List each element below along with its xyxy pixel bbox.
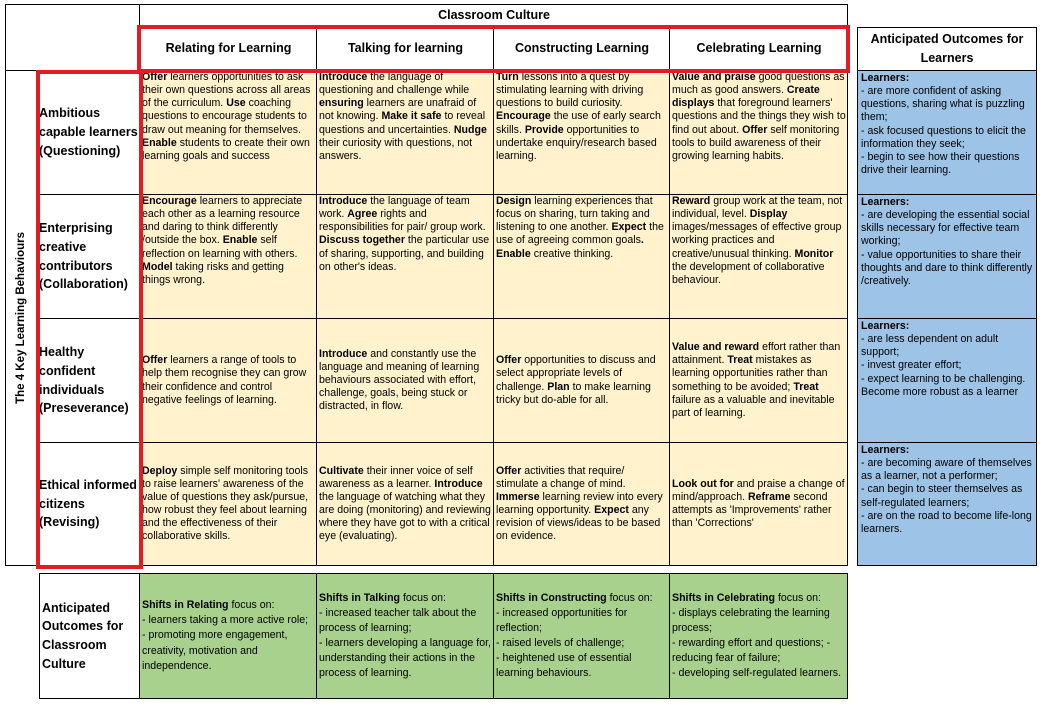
outcomes-learners-header: Anticipated Outcomes for Learners (857, 27, 1037, 71)
cell-text-segment: mistakes as learning opportunities rather than something to be avoided; (672, 354, 828, 393)
cell-celebrating-row4 (669, 442, 848, 566)
cell-text (319, 465, 492, 544)
action-verb: Reward (672, 195, 711, 207)
cell-text-segment: their inner voice of self awareness as a learner. (319, 464, 473, 490)
culture-outcome-talking (316, 573, 494, 699)
classroom-culture-header: Classroom Culture (139, 4, 848, 28)
culture-outcome-text (319, 591, 492, 681)
cell-text-segment: failure as a valuable and inevitable part of learning. (672, 393, 835, 419)
culture-outcome-line: reducing fear of failure; (672, 652, 781, 665)
culture-outcome-lead (496, 591, 668, 606)
learner-outcome-row1 (857, 70, 1037, 195)
cell-text-segment: opportunities to discuss and select appropriate levels of challenge. (496, 354, 656, 393)
action-verb: Plan (547, 380, 570, 393)
culture-outcome-text (142, 598, 315, 673)
cell-text-segment: any revision of views/ideas to be based on evidence. (496, 504, 661, 543)
learner-outcome-row3 (857, 318, 1037, 443)
culture-outcome-line: - heightened use of essential learning behaviours. (496, 652, 632, 680)
cell-text-segment: group work at the team, not individual, level. (672, 195, 843, 221)
cell-constructing-row1 (493, 70, 670, 195)
outcome-line: - are becoming aware of themselves as a learner, not a performer; (861, 457, 1032, 483)
culture-outcome-line: - learners taking a more active role; (142, 614, 309, 627)
col-header-celebrating: Celebrating Learning (669, 27, 848, 71)
cell-text-segment: the use of early search skills. (496, 110, 661, 136)
cell-celebrating-row2 (669, 194, 848, 319)
outcome-line: - value opportunities to share their thoughts and dare to think differently /creatively. (861, 248, 1033, 287)
row-label-questioning: Ambitious capable learners (Questioning) (36, 70, 140, 195)
cell-text-segment: opportunities to undertake enquiry/research based learning. (496, 123, 657, 162)
culture-outcome-lead (142, 598, 315, 613)
cell-text-segment: activities that require/ stimulate a change of mind. (496, 464, 626, 490)
outcome-line: - are less dependent on adult support; (861, 333, 999, 359)
side-label-cell (5, 70, 37, 566)
cell-text-segment: creative thinking. (530, 247, 614, 260)
cell-text-segment: and praise a change of mind/approach. (672, 477, 845, 503)
cell-text-segment: learning review into every learning opportunity. (496, 490, 663, 516)
cell-text-segment: their curiosity with questions, not answers. (319, 136, 473, 162)
action-verb: Cultivate (319, 464, 364, 477)
action-verb: Monitor (794, 247, 834, 260)
cell-text-segment: simple self monitoring tools to raise learners' awareness of the value of questions they ask/pursue, how robust they feel about learning and the effectiveness of their collaborative skills. (142, 464, 309, 543)
cell-text-segment: students to create their own learning goals and success (142, 136, 310, 162)
action-verb: Model (142, 260, 173, 273)
cell-text-segment: rights and responsibilities for pair/ group work. (319, 208, 486, 234)
action-verb: . Enable (496, 234, 644, 260)
cell-celebrating-row1 (669, 70, 848, 195)
action-verb: Immerse (496, 490, 540, 503)
cell-text-segment: the particular use of sharing, supporting, and building on other's ideas. (319, 234, 490, 273)
culture-outcome-lead (319, 591, 492, 606)
cell-relating-row1 (139, 70, 317, 195)
cell-text (319, 195, 492, 274)
shift-focus-text: focus on: (228, 599, 275, 612)
shift-title: Shifts in Celebrating (672, 591, 776, 604)
cell-text-segment: effort rather than attainment. (672, 341, 841, 367)
action-verb: Encourage (496, 110, 551, 123)
action-verb: Expect (594, 504, 629, 516)
shift-title: Shifts in Relating (142, 599, 229, 612)
cell-constructing-row4 (493, 442, 670, 566)
action-verb: Introduce (319, 195, 368, 207)
cell-text-segment: second attempts as 'Improvements' rather than 'Corrections' (672, 490, 832, 530)
action-verb: Offer (496, 354, 522, 367)
culture-outcome-line: - promoting more engagement, creativity, motivation and independence. (142, 629, 288, 672)
cell-text (496, 195, 668, 261)
cell-talking-row3 (316, 318, 494, 443)
action-verb: Introduce (319, 71, 368, 83)
action-verb: Make it safe (381, 110, 442, 123)
action-verb: Deploy (142, 464, 178, 477)
action-verb: Discuss together (319, 234, 405, 247)
cell-text-segment: good questions as much as good answers. (672, 71, 845, 97)
cell-text (672, 71, 846, 163)
culture-outcome-line: - developing self-regulated learners. (672, 667, 842, 680)
action-verb: ensuring (319, 97, 364, 110)
outcome-line: - expect learning to be challenging. Become more robust as a learner (861, 372, 1026, 398)
cell-text (142, 195, 315, 287)
action-verb: Agree (347, 208, 378, 221)
culture-outcome-line: - rewarding effort and questions; - (672, 637, 831, 649)
action-verb: Enable (222, 234, 258, 247)
shift-focus-text: focus on: (775, 591, 821, 604)
outcome-line: - are developing the essential social skills necessary for effective team working; (861, 209, 1030, 248)
cell-text-segment: learners a range of tools to help them recognise they can grow their confidence and control negative feelings of learning. (142, 354, 307, 406)
action-verb: Offer (142, 71, 168, 83)
learner-outcome-row2 (857, 194, 1037, 319)
culture-outcome-text (672, 591, 846, 681)
cell-text (142, 354, 315, 407)
cell-text-segment: coaching questions to encourage students to draw out meaning for themselves. (142, 97, 307, 136)
cell-text-segment: learners are unafraid of not knowing. (319, 97, 477, 123)
outcome-lead: Learners: (861, 72, 910, 84)
action-verb: Offer (742, 123, 768, 136)
cell-text-segment: and constantly use the language and meaning of learning behaviours associated with effort, challenge, goals, being stuck or distracted, in flow. (319, 347, 480, 413)
action-verb: Treat (793, 380, 819, 393)
action-verb: Encourage (142, 195, 197, 207)
action-verb: Value and praise (672, 71, 756, 83)
action-verb: Offer (142, 354, 168, 367)
action-verb: Offer (496, 464, 522, 477)
cell-relating-row4 (139, 442, 317, 566)
cell-text (672, 478, 846, 531)
action-verb: Introduce (434, 477, 483, 490)
header-corner (5, 4, 140, 71)
culture-outcome-lead (672, 591, 846, 606)
cell-text (496, 354, 668, 407)
action-verb: Create displays (672, 84, 820, 110)
cell-text-segment: learners to appreciate each other as a learning resource and daring to think differently /outside the box. (142, 195, 303, 247)
action-verb: Use (226, 97, 246, 110)
cell-talking-row4 (316, 442, 494, 566)
cell-text-segment: the language of watching what they are doing (monitoring) and reviewing where they have got to with a critical eye (evaluating). (319, 490, 491, 543)
cell-text (496, 465, 668, 544)
cell-talking-row1 (316, 70, 494, 195)
cell-text (319, 71, 492, 163)
cell-text (319, 348, 492, 414)
cell-text-segment: taking risks and getting things wrong. (142, 260, 284, 286)
cell-text (672, 341, 846, 420)
cell-text-segment: to make learning tricky but do-able for all. (496, 380, 651, 406)
culture-outcome-celebrating (669, 573, 848, 699)
action-verb: Nudge (453, 123, 487, 136)
outcome-line: - can begin to steer themselves as self-regulated learners; (861, 483, 1023, 509)
row-label-perseverance: Healthy confident individuals (Preseverance) (36, 318, 140, 443)
cell-text (672, 195, 846, 287)
shift-focus-text: focus on: (400, 591, 446, 604)
cell-celebrating-row3 (669, 318, 848, 443)
action-verb: Reframe (747, 490, 791, 503)
culture-outcomes-label: Anticipated Outcomes for Classroom Culture (39, 573, 140, 699)
outcome-line: - are on the road to become life-long learners. (861, 509, 1032, 535)
col-header-talking: Talking for learning (316, 27, 494, 71)
cell-constructing-row3 (493, 318, 670, 443)
culture-outcome-line: - raised levels of challenge; (496, 637, 625, 649)
row-label-revising: Ethical informed citizens (Revising) (36, 442, 140, 566)
shift-title: Shifts in Talking (319, 591, 401, 604)
culture-outcome-line: - increased opportunities for reflection; (496, 606, 628, 634)
cell-text-segment: images/messages of effective group working practices and creative/unusual thinking. (672, 221, 842, 260)
cell-relating-row3 (139, 318, 317, 443)
cell-text-segment: that foreground learners' questions and the things they wish to find out about. (672, 97, 846, 136)
action-verb: Turn (496, 71, 519, 83)
action-verb: Design (496, 195, 532, 207)
outcome-line: - ask focused questions to elicit the information they seek; (861, 124, 1026, 150)
cell-constructing-row2 (493, 194, 670, 319)
cell-text-segment: lessons into a quest by stimulating learning with driving questions to build curiosity. (496, 71, 644, 110)
cell-text-segment: the use of agreeing common goals (496, 221, 664, 247)
action-verb: Provide (524, 123, 564, 136)
cell-text-segment: learners opportunities to ask their own questions across all areas of the curriculum. (142, 71, 311, 110)
key-learning-behaviours-label: The 4 Key Learning Behaviours (15, 232, 27, 404)
culture-outcome-relating (139, 573, 317, 699)
cell-text-segment: self reflection on learning with others. (142, 234, 298, 260)
cell-text (142, 465, 315, 544)
action-verb: Expect (611, 221, 647, 234)
outcome-line: - invest greater effort; (861, 359, 962, 372)
outcome-line: - are more confident of asking questions, sharing what is puzzling them; (861, 85, 1025, 124)
row-label-collaboration: Enterprising creative contributors (Collaboration) (36, 194, 140, 319)
culture-outcome-constructing (493, 573, 670, 699)
action-verb: Treat (727, 354, 753, 367)
culture-outcome-text (496, 591, 668, 681)
cell-text (142, 71, 315, 163)
action-verb: Display (749, 208, 788, 221)
cell-text-segment: to reveal questions and uncertainties. (319, 110, 486, 136)
outcome-lead: Learners: (861, 320, 910, 332)
cell-text-segment: the development of collaborative behaviour. (672, 260, 825, 286)
shift-title: Shifts in Constructing (496, 591, 607, 604)
cell-text-segment: the language of team work. (319, 195, 470, 221)
action-verb: Look out for (672, 477, 734, 490)
outcome-line: - begin to see how their questions drive their learning. (861, 150, 1020, 176)
cell-relating-row2 (139, 194, 317, 319)
action-verb: Enable (142, 136, 177, 149)
cell-talking-row2 (316, 194, 494, 319)
cell-text-segment: learning experiences that focus on sharing, turn taking and listening to one another. (496, 195, 653, 234)
cell-text (496, 71, 668, 163)
outcome-lead: Learners: (861, 444, 910, 456)
col-header-relating: Relating for Learning (139, 27, 317, 71)
culture-outcome-line: - increased teacher talk about the process of learning; (319, 606, 477, 634)
cell-text-segment: the language of questioning and challenge while (319, 71, 470, 97)
learner-outcome-row4 (857, 442, 1037, 566)
col-header-constructing: Constructing Learning (493, 27, 670, 71)
shift-focus-text: focus on: (606, 591, 653, 604)
culture-outcome-line: - displays celebrating the learning process; (672, 606, 830, 634)
culture-outcome-line: - learners developing a language for, understanding their actions in the process of learning. (319, 637, 491, 680)
action-verb: Value and reward (672, 341, 760, 354)
action-verb: Introduce (319, 347, 368, 360)
outcome-lead: Learners: (861, 196, 910, 208)
cell-text-segment: self monitoring tools to build awareness of their growing learning habits. (672, 123, 840, 162)
